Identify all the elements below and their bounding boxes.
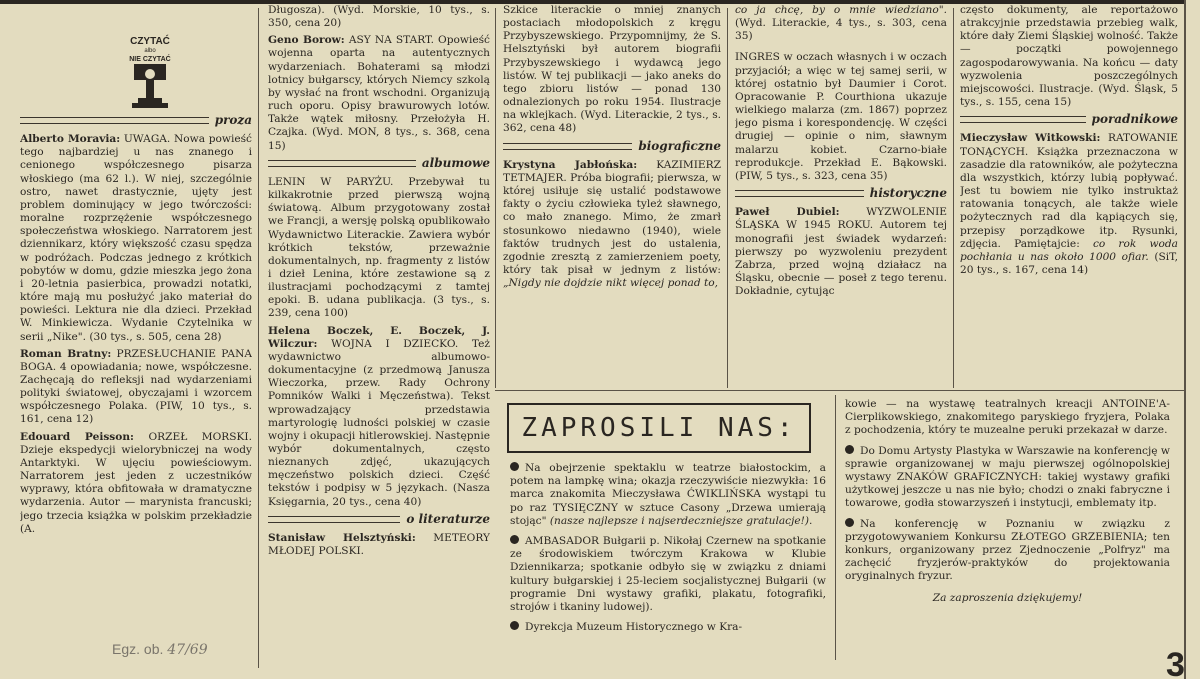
- invite-item: Do Domu Artysty Plastyka w Warszawie na konferencję w sprawie organizowanej w maju pierwszej ogólnopolskiej wystawy ZNAKÓW GRAFICZNYCH: takiej wystawy grafiki użytkowej jeszcze u nas nie było; chodzi o znaki fabryczne i towarowe, godła stowarzyszeń i instytucji, emblematy itp.: [845, 444, 1170, 510]
- bullet-icon: [510, 535, 519, 544]
- review-dubiel-cont: często dokumenty, ale reportażowo atrakcyjnie przedstawia przebieg walk, które dały Ziemi Śląskiej wolność. Także — początki powojennego zagospodarowywania. Na końcu — daty wyzwolenia poszczególnych miejscowości. Ilustracje. (Wyd. Śląsk, 5 tys., s. 155, cena 15): [960, 4, 1178, 109]
- column-5: [960, 4, 1178, 382]
- review-jablonska-cont: co ja chcę, by o mnie wiedziano". (Wyd. Literackie, 4 tys., s. 303, cena 35): [735, 4, 947, 43]
- review-lenin: LENIN W PARYŻU. Przebywał tu kilkakrotnie przed pierwszą wojną światową. Album przygotowany został we Francji, a wersję polską opublikowało Wydawnictwo Literackie. Zawiera wybór krótkich tekstów, przeważnie dokumentalnych, np. fragmenty z listów i dzieł Lenina, które zestawione są z ilustracjami pochodzącymi z tamtej epoki. B. udana publikacja. (3 tys., s. 239, cena 100): [268, 175, 490, 320]
- section-header-proza: proza: [20, 114, 252, 127]
- review-jablonska: Krystyna Jabłońska: KAZIMIERZ TETMAJER. Próba biografii; pierwsza, w której usiłuje się ustalić podstawowe fakty o życiu człowieka tyleż sławnego, co mało znanego. Mimo, że zmarł stosunkowo niedawno (1940), wiele faktów trudnych jest do ustalenia, zgodnie zresztą z zamierzeniem poety, który tak pisał w jednym z listów: „Nigdy nie dojdzie nikt więcej ponad to,: [503, 158, 721, 290]
- column-3: [503, 4, 721, 382]
- logo-line1: CZYTAĆ: [130, 36, 170, 47]
- invite-item-cont: kowie — na wystawę teatralnych kreacji ANTOINE'A-Cierplikowskiego, znakomitego paryskiego fryzjera, Polaka z pochodzenia, który te muzealne peruki przekazał w darze.: [845, 398, 1170, 437]
- page-number: 3: [1166, 646, 1185, 679]
- logo-line2: albo: [144, 48, 156, 54]
- zaprosili-left-column: [510, 462, 826, 641]
- bullet-icon: [845, 445, 854, 454]
- section-header-poradnikowe: poradnikowe: [960, 113, 1178, 126]
- column-rule: [495, 8, 496, 388]
- invite-item: Na obejrzenie spektaklu w teatrze białostockim, a potem na lampkę wina; okazja rzeczywiście niezwykła: 16 marca znakomita Mieczysława ĆWIKLIŃSKA wystąpi tu po raz TYSIĘCZNY w sztuce Casony „Drzewa umierają stojąc" (nasze najlepsze i najserdeczniejsze gratulacje!).: [510, 462, 826, 527]
- czytac-logo: [120, 32, 180, 110]
- section-header-literaturze: o literaturze: [268, 513, 490, 526]
- review-witkowski: Mieczysław Witkowski: RATOWANIE TONĄCYCH. Książka przeznaczona w zasadzie dla ratowników, ale pożyteczna dla wszystkich, którzy lubią popływać. Jest tu bowiem nie tylko instruktaż ratowania tonących, ale także wiele pożytecznych rad dla kąpiących się, przepisy porządkowe itp. Rysunki, zdjęcia. Pamiętajcie: co rok woda pochłania u nas około 1000 ofiar. (SiT, 20 tys., s. 167, cena 14): [960, 132, 1178, 276]
- column-rule: [953, 8, 954, 388]
- thanks-line: Za zaproszenia dziękujemy!: [932, 591, 1083, 604]
- review-bratny: Roman Bratny: PRZESŁUCHANIE PANA BOGA. 4 opowiadania; nowe, współczesne. Zachęcają do refleksji nad wydarzeniami polityki światowej, obyczajami i wzorcem współczesnego Polaka. (PIW, 10 tys., s. 161, cena 12): [20, 347, 252, 426]
- review-peisson: Edouard Peisson: ORZEŁ MORSKI. Dzieje ekspedycji wielorybniczej na wody Antarktyki. W ujęciu powieściowym. Narratorem jest jeden z uczestników wyprawy, która obfitowała w dramatyczne wydarzenia. Autor — marynista francuski; jego trzecia książka w polskim przekładzie (A.: [20, 430, 252, 535]
- column-rule: [835, 395, 836, 660]
- column-rule: [1184, 0, 1185, 679]
- invite-item: Dyrekcja Muzeum Historycznego w Kra-: [510, 621, 826, 634]
- invite-item: Na konferencję w Poznaniu w związku z przygotowywaniem Konkursu ZŁOTEGO GRZEBIENIA; ten konkurs, organizowany przez Zjednoczenie „Polfryz" ma zachęcić fryzjerów-praktyków do projektowania oryginalnych fryzur.: [845, 517, 1170, 583]
- zaprosili-right-column: [845, 398, 1170, 605]
- review-helsztynski: Stanisław Helsztyński: METEORY MŁODEJ POLSKI.: [268, 531, 490, 558]
- review-dubiel: Paweł Dubiel: WYZWOLENIE ŚLĄSKA W 1945 ROKU. Autorem tej monografii jest świadek wydarzeń: pierwszy po wyzwoleniu prezydent Zabrza, przed wojną działacz na Śląsku, obecnie — poseł z tego terenu. Dokładnie, cytując: [735, 206, 947, 298]
- review-helsztynski-cont: Szkice literackie o mniej znanych postaciach młodopolskich z kręgu Przybyszewskiego. Przypomnijmy, że S. Helsztyński był autorem biografii Przybyszewskiego i wydawcą jego listów. W tej publikacji — jako aneks do tego zbioru listów — ponad 130 odnalezionych po roku 1954. Ilustracje na wklejkach. (Wyd. Literackie, 2 tys., s. 362, cena 48): [503, 4, 721, 135]
- column-1: [20, 6, 252, 646]
- column-rule: [258, 8, 259, 668]
- zaprosili-title: ZAPROSILI NAS:: [507, 403, 811, 453]
- review-boczek: Helena Boczek, E. Boczek, J. Wilczur: WOJNA I DZIECKO. Też wydawnictwo albumowo-dokumentacyjne (z przedmową Janusza Wieczorka, przew. Rady Ochrony Pomników Walki i Męczeństwa). Tekst wprowadzający przedstawia martyrologię ludności polskiej w czasie wojny i okupacji hitlerowskiej. Następnie wybór dokumentalnych, często nieznanych zdjęć, ukazujących męczeństwo polskich dzieci. Część tekstów i podpisy w 5 językach. (Nasza Księgarnia, 20 tys., cena 40): [268, 324, 490, 508]
- column-4: [735, 4, 947, 382]
- section-rule: [495, 390, 1185, 391]
- logo-line3: NIE CZYTAĆ: [129, 56, 171, 63]
- review-peisson-cont: Długosza). (Wyd. Morskie, 10 tys., s. 350, cena 20): [268, 4, 490, 30]
- review-moravia: Alberto Moravia: UWAGA. Nowa powieść tego najbardziej u nas znanego i cenionego współczesnego pisarza włoskiego (ma 62 l.). W niej, szczególnie ostro, nawet drastycznie, ujęty jest problem dominujący w jego twórczości: moralne rozprzężenie współczesnego społeczeństwa włoskiego. Narratorem jest dziennikarz, który większość czasu spędza w podróżach. Podczas jednego z krótkich pobytów w domu, gdzie mieszka jego żona i 20-letnia pasierbica, prowadzi notatki, które mają mu posłużyć jako materiał do powieści. Lektura nie dla dzieci. Przekład W. Minkiewicza. Wydanie Czytelnika w serii „Nike". (30 tys., s. 505, cena 28): [20, 133, 252, 343]
- section-header-albumowe: albumowe: [268, 157, 490, 170]
- archive-stamp: Egz. ob. 47/69: [112, 641, 208, 658]
- column-2: [268, 4, 490, 664]
- column-rule: [1185, 0, 1186, 679]
- section-header-biograficzne: biograficzne: [503, 140, 721, 153]
- review-ingres: INGRES w oczach własnych i w oczach przyjaciół; a więc w tej samej serii, w której ostatnio był Daumier i Corot. Opracowanie P. Courthiona ukazuje wielkiego malarza (zm. 1867) poprzez jego pisma i korespondencję. W części drugiej — opinie o nim, sławnym malarzu kobiet. Czarno-białe reprodukcje. Przekład E. Bąkowski. (PIW, 5 tys., s. 323, cena 35): [735, 51, 947, 182]
- reading-figure-icon: [120, 32, 180, 110]
- column-rule: [727, 8, 728, 388]
- review-borow: Geno Borow: ASY NA START. Opowieść wojenna oparta na autentycznych wydarzeniach. Bohaterami są młodzi lotnicy bułgarscy, których Niemcy szkolą by wysłać na front wschodni. Organizują ruch oporu. Opisy brawurowych lotów. Także wątek miłosny. Przełożyła H. Czajka. (Wyd. MON, 8 tys., s. 368, cena 15): [268, 34, 490, 152]
- bullet-icon: [845, 518, 854, 527]
- bullet-icon: [510, 621, 519, 630]
- section-header-historyczne: historyczne: [735, 187, 947, 200]
- bullet-icon: [510, 462, 519, 471]
- invite-item: AMBASADOR Bułgarii p. Nikołaj Czernew na spotkanie ze środowiskiem twórczym Krakowa w Klubie Dziennikarza; spotkanie odbyło się w związku z dniami kultury bułgarskiej i 25-leciem socjalistycznej Bułgarii (w programie Dni wystawy grafiki, plakatu, fotografiki, strojów i tkaniny ludowej).: [510, 535, 826, 614]
